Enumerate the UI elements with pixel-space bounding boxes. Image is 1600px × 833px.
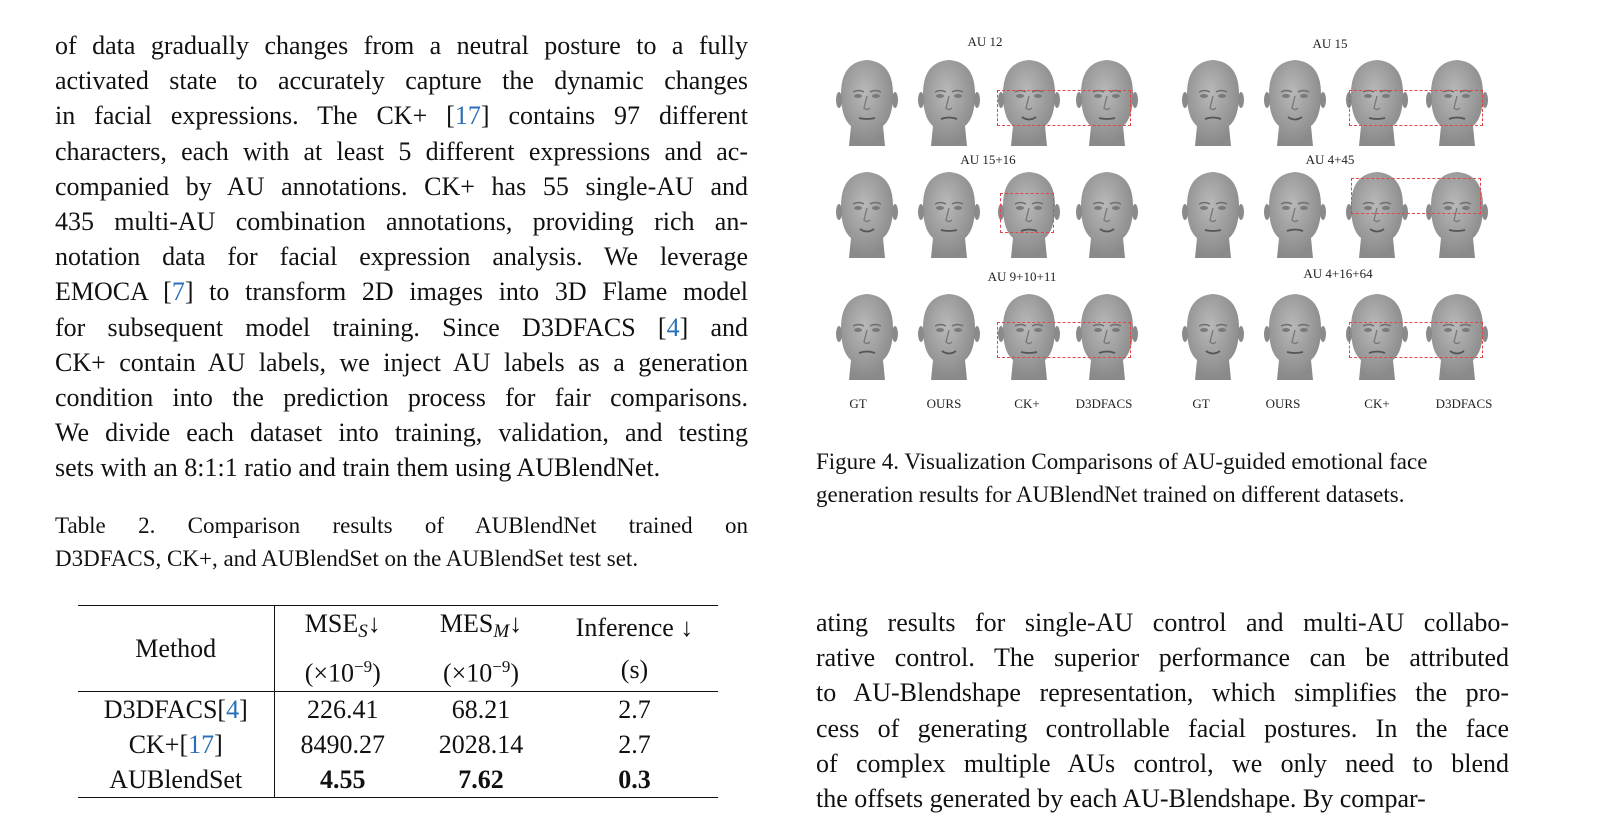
region-highlight-box <box>997 90 1131 126</box>
column-label: CK+ <box>1364 396 1390 411</box>
row-mes: 7.62 <box>411 762 551 798</box>
row-inference: 0.3 <box>551 762 718 798</box>
row-mes: 68.21 <box>411 691 551 727</box>
face-render-image <box>917 168 981 258</box>
row-method: AUBlendSet <box>78 762 274 798</box>
text-line: activated state to accurately capture the dynamic changes <box>55 66 748 96</box>
face-render-image <box>1075 168 1139 258</box>
column-label: OURS <box>1265 396 1301 411</box>
citation-link[interactable]: 17 <box>454 101 481 131</box>
header-mes-unit: $(\times 10^{-9})$ <box>442 657 520 688</box>
face-render-image <box>1181 290 1245 380</box>
column-label: OURS <box>926 396 962 411</box>
face-render-image <box>917 290 981 380</box>
text-line: notation data for facial expression analysis. We leverage <box>55 242 748 272</box>
header-mse-unit: $(\times 10^{-9})$ <box>304 657 381 688</box>
text-line: companied by AU annotations. CK+ has 55 single-AU and <box>55 171 748 201</box>
header-mes-m: MESM↓ <box>411 606 551 650</box>
face-render-image <box>1181 56 1245 146</box>
figure-4 <box>825 28 1515 423</box>
au-label: AU 4+45 <box>1305 152 1355 167</box>
text-line: for subsequent model training. Since D3DFACS [4] and <box>55 312 749 342</box>
region-highlight-box <box>1351 178 1481 214</box>
face-render-image <box>1263 168 1327 258</box>
header-method: Method <box>78 606 274 692</box>
figure-caption: Figure 4. Visualization Comparisons of AU-guided emotional face generation results for AUBlendNet trained on different datasets. <box>816 449 1428 507</box>
text-line: of complex multiple AUs control, we only need to blend <box>816 748 1509 778</box>
header-inference-unit: (s) <box>620 655 649 685</box>
text-line: the offsets generated by each AU-Blendshape. By compar- <box>816 783 1426 813</box>
table-row <box>78 762 718 798</box>
text-line: condition into the prediction process for fair comparisons. <box>55 382 748 412</box>
citation-link[interactable]: 4 <box>666 312 680 342</box>
text-line: characters, each with at least 5 different expressions and ac- <box>55 136 748 166</box>
table-caption <box>55 510 748 575</box>
row-mse: 4.55 <box>274 762 411 798</box>
au-label: AU 15+16 <box>960 152 1016 167</box>
text-line: of data gradually changes from a neutral posture to a fully <box>55 31 748 60</box>
text-line: EMOCA [7] to transform 2D images into 3D Flame model <box>55 277 748 307</box>
face-render-image <box>835 56 899 146</box>
table-row <box>78 691 718 727</box>
text-line: to AU-Blendshape representation, which simplifies the pro- <box>816 678 1509 708</box>
column-label: D3DFACS <box>1435 396 1493 411</box>
region-highlight-box <box>997 322 1131 358</box>
row-method: CK+[17] <box>78 727 274 762</box>
region-highlight-box <box>1349 322 1483 358</box>
row-inference: 2.7 <box>551 691 718 727</box>
text-line: We divide each dataset into training, validation, and testing <box>55 418 748 448</box>
table-caption-line: D3DFACS, CK+, and AUBlendSet on the AUBlendSet test set. <box>55 545 639 571</box>
text-line: rative control. The superior performance can be attributed <box>816 643 1509 673</box>
row-mse: 226.41 <box>274 691 411 727</box>
body-paragraph-left <box>55 28 748 485</box>
column-label: CK+ <box>1014 396 1040 411</box>
table-row <box>78 727 718 762</box>
column-label: GT <box>849 396 867 411</box>
table-caption-line: Table 2. Comparison results of AUBlendNet trained on <box>55 513 748 538</box>
face-render-image <box>917 56 981 146</box>
au-label: AU 15 <box>1312 36 1348 51</box>
body-paragraph-right <box>816 605 1509 816</box>
text-line: ating results for single-AU control and multi-AU collabo- <box>816 608 1509 637</box>
face-render-image <box>1181 168 1245 258</box>
text-line: 435 multi-AU combination annotations, providing rich an- <box>55 206 748 236</box>
row-method: D3DFACS[4] <box>78 691 274 727</box>
header-mse-s: MSES↓ <box>274 606 411 650</box>
row-mes: 2028.14 <box>438 729 524 759</box>
face-render-image <box>1263 56 1327 146</box>
au-label: AU 12 <box>967 34 1003 49</box>
column-label: D3DFACS <box>1075 396 1133 411</box>
row-inference: 2.7 <box>618 729 651 759</box>
text-line: CK+ contain AU labels, we inject AU labels as a generation <box>55 347 748 377</box>
face-render-image <box>835 290 899 380</box>
text-line: sets with an 8:1:1 ratio and train them using AUBlendNet. <box>55 453 661 483</box>
face-render-image <box>835 168 899 258</box>
au-label: AU 4+16+64 <box>1303 266 1373 281</box>
face-render-image <box>1263 290 1327 380</box>
results-table <box>78 605 718 798</box>
text-line: in facial expressions. The CK+ [17] contains 97 different <box>55 101 748 131</box>
au-label: AU 9+10+11 <box>987 269 1057 284</box>
region-highlight-box <box>1000 193 1054 233</box>
row-mse: 8490.27 <box>300 729 385 759</box>
citation-link[interactable]: 7 <box>171 277 185 307</box>
header-inference: Inference ↓ <box>551 606 718 650</box>
column-label: GT <box>1192 396 1210 411</box>
region-highlight-box <box>1349 90 1483 126</box>
text-line: cess of generating controllable facial postures. In the face <box>816 713 1509 743</box>
